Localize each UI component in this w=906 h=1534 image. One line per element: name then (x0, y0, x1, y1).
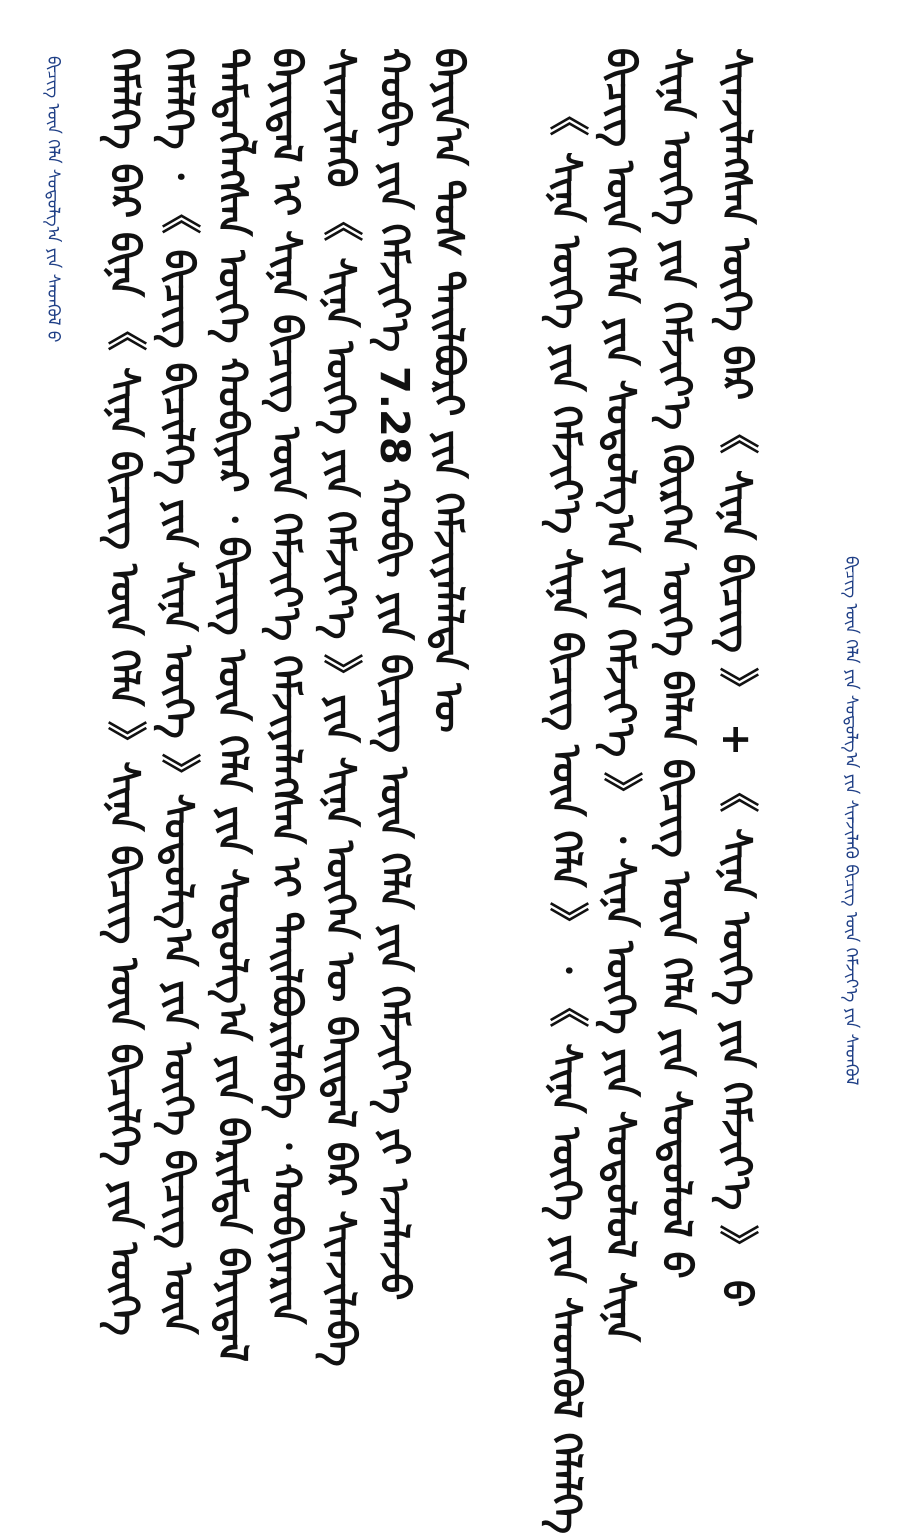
running-head: ᠪᠢᠴᠢᠭ ᠦᠨ ᠬᠡᠯᠡ ᠰᠤᠳᠤᠯᠭ᠎ᠠ ᠶᠢᠨ ᠰᠡᠳᠬᠦᠯ ᠪ (43, 56, 63, 343)
text-column: ᠰᠢᠨᠵᠢᠯᠡᠭᠰᠡᠨ ᠦᠭᠡ ᠪᠠᠷ 《 ᠰᠢᠨᠡ ᠪᠢᠴᠢᠭ 》 + 《 ᠰᠢᠨᠡ ᠦᠭᠡ ᠶᠢᠨ ᠬᠡᠮᠵᠢᠶ᠎ᠡ 》 ᠪ (713, 48, 759, 1308)
text-column: ᠬᠡᠮᠡᠯᠭᠡ ᠂ 《 ᠪᠢᠴᠢᠭ ᠪᠢᠴᠢᠯᠭᠡ ᠶᠢᠨ ᠰᠢᠨᠡ ᠦᠭᠡ 》ᠰᠤᠳᠤᠯᠭ᠎ᠠ ᠶᠢᠨ ᠦᠭᠡ ᠪᠢᠴᠢᠭ ᠦᠨ (155, 48, 201, 1335)
text-column: ᠪᠠᠶᠢᠳᠠᠯ ᠢ ᠰᠢᠨᠡ ᠪᠢᠴᠢᠭ ᠦᠨ ᠬᠡᠮᠵᠢᠶ᠎ᠡ ᠬᠡᠮᠵᠢᠶᠡᠯᠡᠭᠰᠡᠨ ᠢ ᠲᠠᠢᠯᠪᠤᠷᠢᠯᠠᠪᠠ ᠂ ᠬᠤᠪᠢᠶᠠᠷᠢᠨ (263, 48, 309, 1325)
text-column: ᠬᠤᠪᠢ ᠶᠢᠨ ᠬᠡᠮᠵᠢᠶ᠎ᠡ 7.28 ᠬᠤᠪᠢ ᠶᠢᠨ ᠪᠢᠴᠢᠭ ᠦᠨ ᠬᠡᠯᠡ ᠶᠢᠨ ᠬᠡᠮᠵᠢᠶ᠎ᠡ ᠶᠢ ᠡᠵᠡᠯᠡᠵᠦ (371, 48, 417, 1301)
text-column: ᠪᠢᠴᠢᠭ ᠦᠨ ᠬᠡᠯᠡ ᠶᠢᠨ ᠰᠤᠳᠤᠯᠭ᠎ᠠ ᠶᠢᠨ ᠬᠡᠮᠵᠢᠶ᠎ᠡ 》 ᠂ ᠰᠢᠨᠡ ᠦᠭᠡ ᠶᠢᠨ ᠰᠤᠳᠤᠯᠤᠯ ᠰᠢᠨᠡ (597, 48, 643, 1342)
running-foot: ᠪᠢᠴᠢᠭ ᠦᠨ ᠬᠡᠯᠡ ᠶᠢᠨ ᠰᠤᠳᠤᠯᠭ᠎ᠠ ᠶᠢᠨ ᠰᠢᠨᠵᠢᠯᠡᠬᠦ ᠪᠢᠴᠢᠭ ᠦᠨ ᠬᠡᠮᠵᠢᠶ᠎ᠡ ᠶᠢᠨ ᠰᠡᠳᠬᠦᠯ (841, 556, 861, 1086)
text-column: ᠬᠡᠮᠡᠯᠭᠡ ᠪᠠᠷ ᠪᠢᠨᠠ 《 ᠰᠢᠨᠡ ᠪᠢᠴᠢᠭ ᠦᠨ ᠬᠡᠯᠡ 》ᠰᠢᠨᠡ ᠪᠢᠴᠢᠭ ᠦᠨ ᠪᠢᠴᠢᠯᠭᠡ ᠶᠢᠨ ᠦᠭᠡ (101, 48, 147, 1336)
text-column: ᠪᠠᠶᠢᠨ᠎ᠠ ᠲᠤᠰ ᠲᠠᠢᠯᠪᠤᠷᠢ ᠶᠢᠨ ᠬᠡᠮᠵᠢᠶᠡᠯᠡᠯᠲᠡ ᠦ (425, 48, 471, 733)
text-column: 《 ᠰᠢᠨᠡ ᠦᠭᠡ ᠶᠢᠨ ᠬᠡᠮᠵᠢᠶ᠎ᠡ ᠰᠢᠨᠡ ᠪᠢᠴᠢᠭ ᠦᠨ ᠬᠡᠯᠡ 》 ᠂ 《 ᠰᠢᠨᠡ ᠦᠭᠡ ᠶᠢᠨ ᠰᠡᠳᠬᠦᠯ ᠬᠡᠯᠡᠯᠭᠡ (543, 96, 589, 1534)
text-column: ᠲᠡᠮᠳᠡᠭᠯᠡᠭᠰᠡᠨ ᠦᠭᠡ ᠬᠤᠪᠢᠶᠠᠷ ᠂ ᠪᠢᠴᠢᠭ ᠦᠨ ᠬᠡᠯᠡ ᠶᠢᠨ ᠰᠤᠳᠤᠯᠭ᠎ᠠ ᠶᠢᠨ ᠪᠠᠷᠢᠮᠲᠠ ᠪᠠᠶᠢᠳᠠᠯ (209, 48, 255, 1363)
text-column: ᠰᠢᠨᠡ ᠦᠭᠡ ᠶᠢᠨ ᠬᠡᠮᠵᠢᠶ᠎ᠡ ᠬᠦᠷᠭᠡᠨ ᠦᠭᠡ ᠪᠡᠯᠡᠨ ᠪᠢᠴᠢᠭ ᠦᠨ ᠬᠡᠯᠡ ᠶᠢᠨ ᠰᠤᠳᠤᠯᠤᠯ ᠪ (653, 48, 699, 1279)
text-column: ᠰᠢᠨᠵᠢᠯᠡᠬᠦ 《 ᠰᠢᠨᠡ ᠦᠭᠡ ᠶᠢᠨ ᠬᠡᠮᠵᠢᠶ᠎ᠡ 》ᠶᠢᠨ ᠰᠢᠨᠡ ᠦᠭᠡᠨ ᠦ ᠪᠠᠢᠳᠠᠯ ᠪᠡᠷ ᠰᠢᠨᠵᠢᠯᠡᠪᠡ (317, 48, 363, 1367)
